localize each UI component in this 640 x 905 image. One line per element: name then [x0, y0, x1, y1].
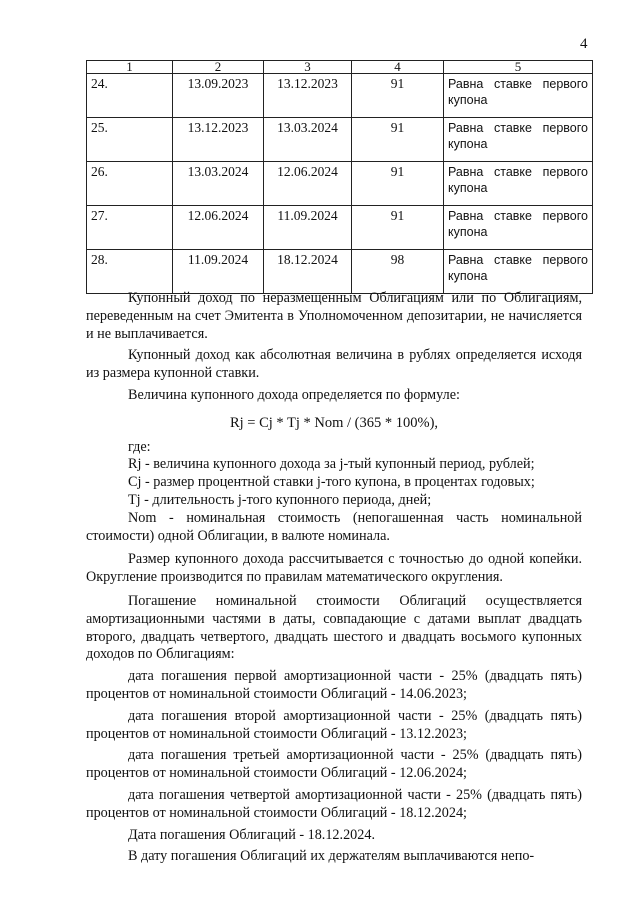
- amortization-part-4: дата погашения четвертой амортизационной части - 25% (двадцать пять) процентов от номинальной стоимости Облигаций - 18.12.2024;: [86, 786, 582, 821]
- paragraph-amortization: Погашение номинальной стоимости Облигаций осуществляется амортизационными частями в даты, совпадающие с датами выплат двадцать второго, двадцать четвертого, двадцать шестого и двадцать восьмого купонных доходов по Облигациям:: [86, 592, 582, 663]
- coupon-duration: 91: [352, 74, 444, 118]
- table-row: [87, 206, 593, 250]
- document-body: [86, 290, 582, 870]
- paragraph-formula-intro: Величина купонного дохода определяется по формуле:: [128, 386, 460, 403]
- coupon-rate: Равна ставке первого купона: [444, 206, 593, 250]
- coupon-number: 24.: [87, 74, 173, 118]
- column-header: 2: [173, 61, 264, 74]
- coupon-schedule-table: [86, 60, 593, 294]
- coupon-duration: 98: [352, 250, 444, 294]
- table-row: [87, 250, 593, 294]
- table-row: [87, 162, 593, 206]
- table-row: [87, 74, 593, 118]
- amortization-part-1: дата погашения первой амортизационной части - 25% (двадцать пять) процентов от номинальной стоимости Облигаций - 14.06.2023;: [86, 668, 582, 702]
- formula-where-label: где:: [128, 438, 151, 455]
- coupon-end-date: 13.12.2023: [264, 74, 352, 118]
- coupon-start-date: 13.12.2023: [173, 118, 264, 162]
- amortization-part-3: дата погашения третьей амортизационной части - 25% (двадцать пять) процентов от номинальной стоимости Облигаций - 12.06.2024;: [86, 747, 582, 782]
- table-row: [87, 118, 593, 162]
- coupon-number: 27.: [87, 206, 173, 250]
- coupon-rate: Равна ставке первого купона: [444, 162, 593, 206]
- definition-cj: Cj - размер процентной ставки j-того купона, в процентах годовых;: [128, 474, 535, 491]
- table-header-row: [87, 61, 593, 74]
- coupon-number: 26.: [87, 162, 173, 206]
- maturity-date: Дата погашения Облигаций - 18.12.2024.: [128, 826, 375, 843]
- coupon-start-date: 13.09.2023: [173, 74, 264, 118]
- coupon-duration: 91: [352, 162, 444, 206]
- paragraph-unplaced-bonds: Купонный доход по неразмещенным Облигациям или по Облигациям, переведенным на счет Эмитента в Уполномоченном депозитарии, не начисляется и не выплачивается.: [86, 290, 582, 342]
- coupon-rate: Равна ставке первого купона: [444, 74, 593, 118]
- amortization-part-2: дата погашения второй амортизационной части - 25% (двадцать пять) процентов от номинальной стоимости Облигаций - 13.12.2023;: [86, 707, 582, 742]
- paragraph-rounding: Размер купонного дохода рассчитывается с точностью до одной копейки. Округление производится по правилам математического округления.: [86, 551, 582, 586]
- coupon-end-date: 12.06.2024: [264, 162, 352, 206]
- paragraph-maturity-payment: В дату погашения Облигаций их держателям выплачиваются непо-: [128, 848, 535, 865]
- definition-tj: Tj - длительность j-того купонного периода, дней;: [128, 491, 432, 508]
- coupon-start-date: 12.06.2024: [173, 206, 264, 250]
- paragraph-coupon-absolute: Купонный доход как абсолютная величина в рублях определяется исходя из размера купонной ставки.: [86, 347, 582, 382]
- coupon-rate: Равна ставке первого купона: [444, 250, 593, 294]
- coupon-duration: 91: [352, 118, 444, 162]
- column-header: 4: [352, 61, 444, 74]
- coupon-end-date: 13.03.2024: [264, 118, 352, 162]
- coupon-start-date: 13.03.2024: [173, 162, 264, 206]
- column-header: 5: [444, 61, 593, 74]
- coupon-duration: 91: [352, 206, 444, 250]
- definition-rj: Rj - величина купонного дохода за j-тый купонный период, рублей;: [128, 456, 535, 473]
- coupon-start-date: 11.09.2024: [173, 250, 264, 294]
- column-header: 3: [264, 61, 352, 74]
- coupon-formula: Rj = Cj * Tj * Nom / (365 * 100%),: [229, 414, 439, 431]
- page-number: 4: [580, 36, 588, 52]
- column-header: 1: [87, 61, 173, 74]
- coupon-number: 25.: [87, 118, 173, 162]
- coupon-rate: Равна ставке первого купона: [444, 118, 593, 162]
- coupon-number: 28.: [87, 250, 173, 294]
- definition-nom: Nom - номинальная стоимость (непогашенная часть номинальной стоимости) одной Облигации, в валюте номинала.: [86, 509, 582, 544]
- coupon-end-date: 11.09.2024: [264, 206, 352, 250]
- coupon-end-date: 18.12.2024: [264, 250, 352, 294]
